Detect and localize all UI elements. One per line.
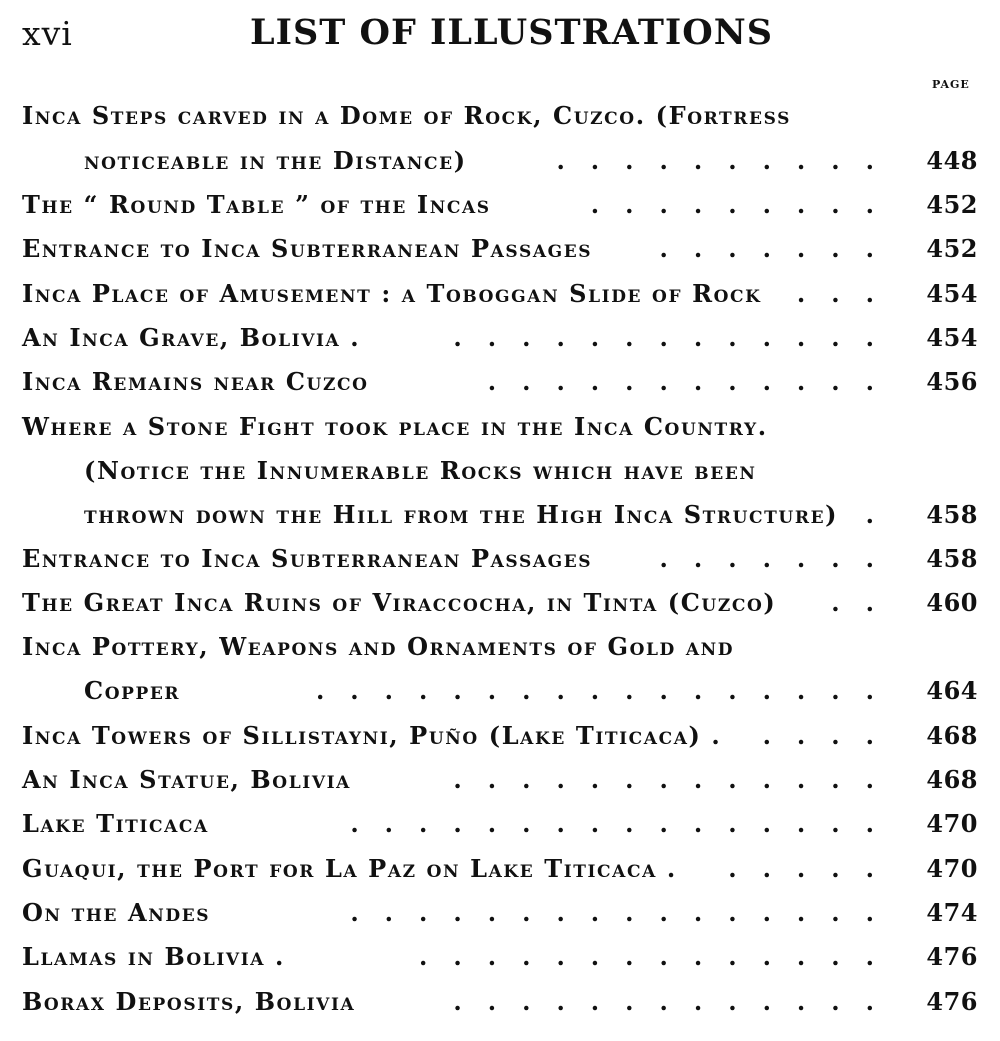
dot-leader: .............. [419,942,900,971]
page-folio: xvi [22,14,73,53]
illustration-caption-line: Inca Towers of Sillistayni, Puño (Lake Titicaca) . [22,721,722,750]
dot-leader: ..... [728,854,900,883]
page-number: 452 [926,190,978,219]
dot-leader: ....... [659,234,900,263]
page-number: 468 [926,765,978,794]
illustration-caption-line: Inca Pottery, Weapons and Ornaments of Gold and [22,632,735,661]
page-number: 454 [926,279,978,308]
dot-leader: ............. [453,987,900,1016]
illustration-entry [0,276,1000,312]
illustration-caption-line: On the Andes [22,898,211,927]
dot-leader: .. [831,588,900,617]
illustration-caption-line: Entrance to Inca Subterranean Passages [22,234,593,263]
illustration-caption-line: Inca Remains near Cuzco [22,367,369,396]
dot-leader: . [865,500,900,529]
page-title: LIST OF ILLUSTRATIONS [250,12,774,53]
illustration-caption-line: Lake Titicaca [22,809,209,838]
dot-leader: ................ [350,898,900,927]
illustration-entry-continuation [0,453,1000,489]
illustration-entry [0,895,1000,931]
illustration-entry [0,541,1000,577]
dot-leader: ............. [453,765,900,794]
page-number: 476 [926,942,978,971]
illustration-caption-line: noticeable in the Distance) [84,146,467,175]
page-number: 458 [926,500,978,529]
illustration-entry [0,984,1000,1020]
dot-leader: ................ [350,809,900,838]
illustration-entry [0,629,1000,665]
illustration-entry-continuation [0,143,1000,179]
illustration-caption-line: Copper [84,676,181,705]
dot-leader: ............. [453,323,900,352]
page-number: 454 [926,323,978,352]
dot-leader: ......... [590,190,900,219]
illustration-caption-line: The Great Inca Ruins of Viraccocha, in Tinta (Cuzco) [22,588,777,617]
illustration-entry [0,718,1000,754]
illustration-entry [0,98,1000,134]
page-number: 464 [926,676,978,705]
page-number: 448 [926,146,978,175]
illustration-entry [0,762,1000,798]
illustration-entry-continuation [0,497,1000,533]
illustration-caption-line: Llamas in Bolivia . [22,942,285,971]
dot-leader: ....... [659,544,900,573]
illustration-caption-line: The “ Round Table ” of the Incas [22,190,491,219]
illustration-entry [0,806,1000,842]
dot-leader: .......... [556,146,900,175]
illustration-caption-line: Where a Stone Fight took place in the Inca Country. [22,412,768,441]
dot-leader: .... [762,721,900,750]
illustration-caption-line: Inca Place of Amusement : a Toboggan Slide of Rock [22,279,762,308]
illustration-entry [0,939,1000,975]
page-number: 468 [926,721,978,750]
illustration-entry-continuation [0,673,1000,709]
illustration-entry [0,585,1000,621]
page-number: 458 [926,544,978,573]
page-number: 474 [926,898,978,927]
illustration-caption-line: An Inca Statue, Bolivia [22,765,351,794]
illustration-caption-line: (Notice the Innumerable Rocks which have been [84,456,757,485]
illustration-caption-line: Entrance to Inca Subterranean Passages [22,544,593,573]
illustration-caption-line: Inca Steps carved in a Dome of Rock, Cuzco. (Fortress [22,101,791,130]
illustration-caption-line: Borax Deposits, Bolivia [22,987,356,1016]
illustration-entry [0,231,1000,267]
illustration-entry [0,187,1000,223]
illustration-caption-line: An Inca Grave, Bolivia . [22,323,361,352]
illustration-entry [0,851,1000,887]
illustration-caption-line: Guaqui, the Port for La Paz on Lake Titicaca . [22,854,677,883]
dot-leader: ............ [487,367,900,396]
page-number: 452 [926,234,978,263]
page-number: 456 [926,367,978,396]
illustration-entry [0,320,1000,356]
page-column-label: PAGE [932,78,970,91]
dot-leader: ... [796,279,900,308]
illustration-entry [0,409,1000,445]
dot-leader: ................. [315,676,900,705]
illustration-caption-line: thrown down the Hill from the High Inca Structure) [84,500,839,529]
page-number: 476 [926,987,978,1016]
page-number: 460 [926,588,978,617]
page-number: 470 [926,854,978,883]
page-number: 470 [926,809,978,838]
illustration-entry [0,364,1000,400]
